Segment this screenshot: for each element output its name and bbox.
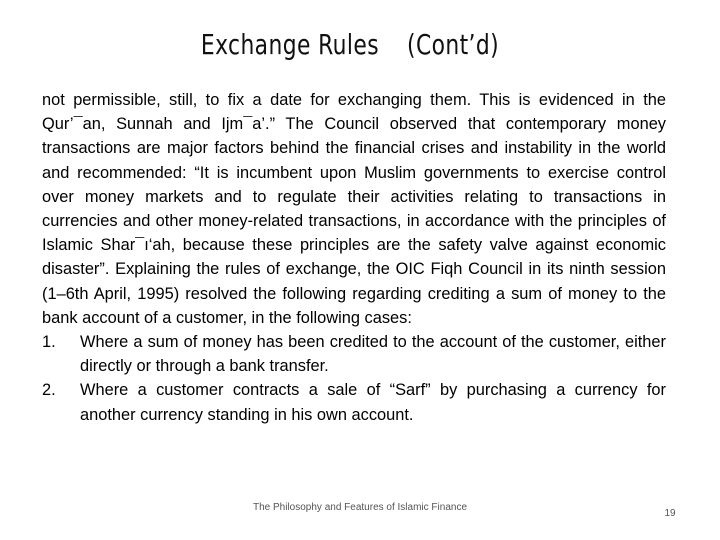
slide-body (42, 88, 666, 427)
list-item (42, 378, 666, 426)
list-item (42, 330, 666, 378)
slide-title-suffix: (Cont’d) (407, 28, 500, 61)
list-item-number: 1. (42, 333, 56, 352)
slide-title-main: Exchange Rules (200, 28, 379, 61)
list-item-number: 2. (42, 381, 56, 400)
list-item-text: Where a sum of money has been credited to the account of the customer, either directly or through a bank transfer. (80, 333, 666, 376)
slide-footer: The Philosophy and Features of Islamic Finance (253, 502, 467, 513)
cases-list (42, 330, 666, 427)
slide-title (77, 28, 623, 61)
list-item-text: Where a customer contracts a sale of “Sarf” by purchasing a currency for another currency standing in his own account. (80, 381, 666, 424)
page-number: 19 (664, 508, 676, 519)
body-paragraph: not permissible, still, to fix a date for exchanging them. This is evidenced in the Qur’¯an, Sunnah and Ijm¯a’.” The Council observed that contemporary money transactions are major factors behind the financial crises and instability in the world and recommended: “It is incumbent upon Muslim governments to exercise control over money markets and to regulate their activities relating to transactions in currencies and other money-related transactions, in accordance with the principles of Islamic Shar¯ı‘ah, because these principles are the safety valve against economic disaster”. Explaining the rules of exchange, the OIC Fiqh Council in its ninth session (1–6th April, 1995) resolved the following regarding crediting a sum of money to the bank account of a customer, in the following cases: (42, 91, 666, 327)
